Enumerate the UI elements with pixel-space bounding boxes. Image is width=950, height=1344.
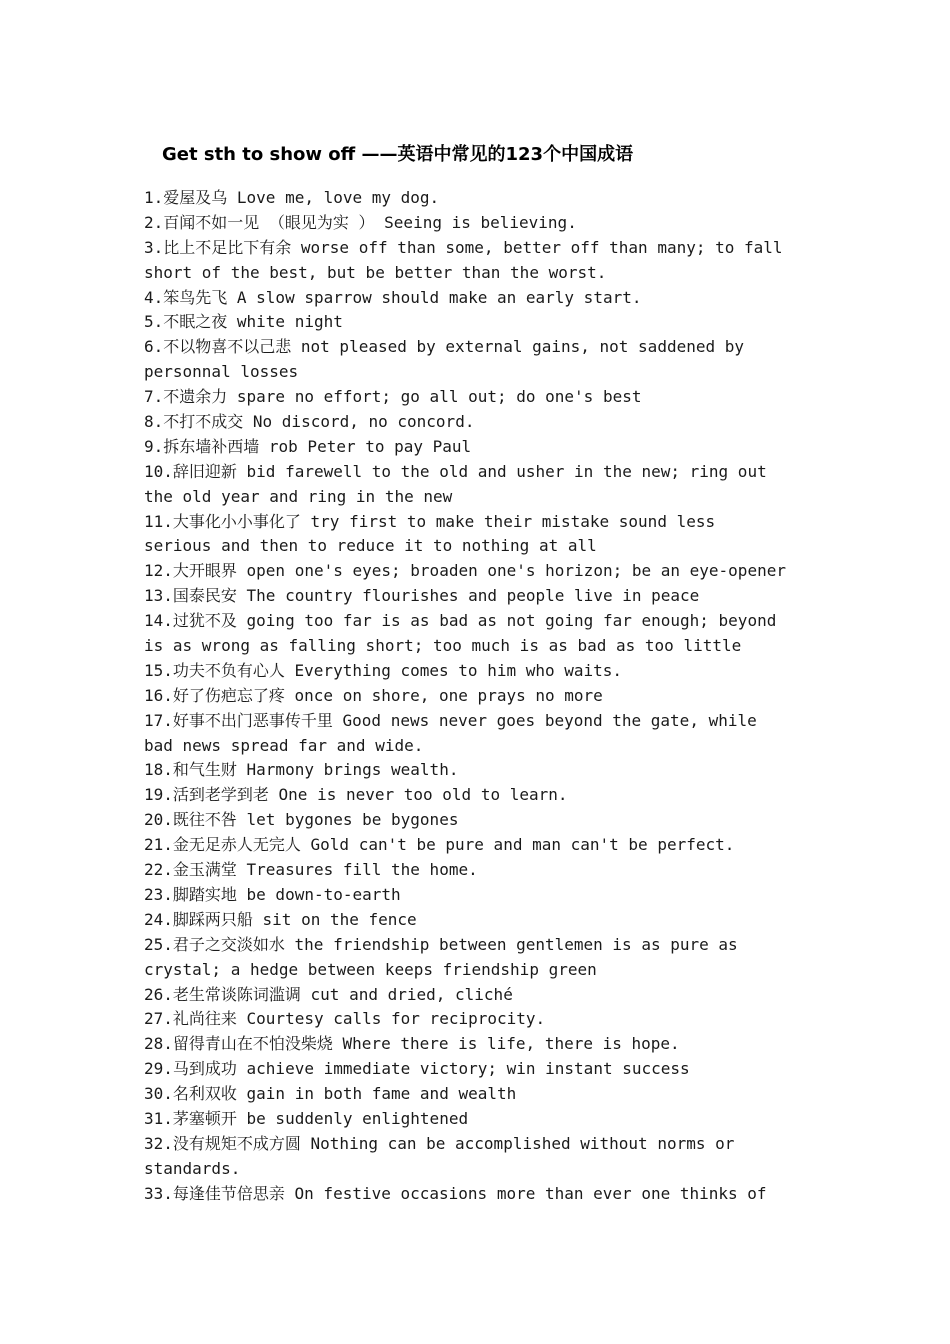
idiom-line: 22.金玉满堂 Treasures fill the home. <box>144 860 478 880</box>
idiom-line: is as wrong as falling short; too much is as bad as too little <box>144 636 742 656</box>
idiom-line: 24.脚踩两只船 sit on the fence <box>144 909 417 929</box>
idiom-line: 12.大开眼界 open one's eyes; broaden one's horizon; be an eye-opener <box>144 561 786 581</box>
idiom-line: 13.国泰民安 The country flourishes and people live in peace <box>144 586 700 606</box>
idiom-line: 20.既往不咎 let bygones be bygones <box>144 810 459 830</box>
idiom-line: 30.名利双收 gain in both fame and wealth <box>144 1084 517 1104</box>
idiom-line: 32.没有规矩不成方圆 Nothing can be accomplished without norms or <box>144 1133 735 1153</box>
idiom-line: short of the best, but be better than the worst. <box>144 262 607 282</box>
idiom-line: 4.笨鸟先飞 A slow sparrow should make an early start. <box>144 287 642 307</box>
idiom-line: 29.马到成功 achieve immediate victory; win instant success <box>144 1059 690 1079</box>
idiom-line: bad news spread far and wide. <box>144 735 424 755</box>
idiom-line: 28.留得青山在不怕没柴烧 Where there is life, there is hope. <box>144 1034 680 1054</box>
idiom-line: crystal; a hedge between keeps friendship green <box>144 959 597 979</box>
idiom-line: 16.好了伤疤忘了疼 once on shore, one prays no more <box>144 685 603 705</box>
idiom-line: 21.金无足赤人无完人 Gold can't be pure and man can't be perfect. <box>144 835 735 855</box>
idiom-line: 18.和气生财 Harmony brings wealth. <box>144 760 459 780</box>
idiom-line: personnal losses <box>144 362 299 382</box>
idiom-line: 31.茅塞顿开 be suddenly enlightened <box>144 1108 469 1128</box>
idiom-line: 23.脚踏实地 be down-to-earth <box>144 884 401 904</box>
idiom-line: 3.比上不足比下有余 worse off than some, better off than many; to fall <box>144 237 783 257</box>
idiom-line: 27.礼尚往来 Courtesy calls for reciprocity. <box>144 1009 546 1029</box>
idiom-line: 2.百闻不如一见 （眼见为实 ） Seeing is believing. <box>144 212 577 232</box>
idiom-line: 11.大事化小小事化了 try first to make their mistake sound less <box>144 511 716 531</box>
idiom-line: the old year and ring in the new <box>144 486 453 506</box>
idiom-line: 33.每逢佳节倍思亲 On festive occasions more than ever one thinks of <box>144 1183 767 1203</box>
idiom-line: 1.爱屋及乌 Love me, love my dog. <box>144 188 440 207</box>
idiom-line: 19.活到老学到老 One is never too old to learn. <box>144 785 568 805</box>
idiom-line: 17.好事不出门恶事传千里 Good news never goes beyond the gate, while <box>144 710 757 730</box>
idiom-list <box>144 186 816 1207</box>
idiom-line: 26.老生常谈陈词滥调 cut and dried, cliché <box>144 984 513 1004</box>
idiom-line: 14.过犹不及 going too far is as bad as not going far enough; beyond <box>144 611 777 631</box>
idiom-line: 15.功夫不负有心人 Everything comes to him who waits. <box>144 660 623 680</box>
idiom-line: 10.辞旧迎新 bid farewell to the old and usher in the new; ring out <box>144 461 767 481</box>
idiom-line: 7.不遗余力 spare no effort; go all out; do one's best <box>144 387 642 407</box>
document-title: Get sth to show off ——英语中常见的123个中国成语 <box>162 144 634 165</box>
idiom-line: 5.不眠之夜 white night <box>144 312 343 332</box>
idiom-line: 25.君子之交淡如水 the friendship between gentlemen is as pure as <box>144 934 738 954</box>
idiom-line: standards. <box>144 1158 241 1178</box>
idiom-line: serious and then to reduce it to nothing at all <box>144 536 597 556</box>
idiom-line: 8.不打不成交 No discord, no concord. <box>144 412 475 432</box>
idiom-line: 6.不以物喜不以己悲 not pleased by external gains, not saddened by <box>144 337 745 357</box>
idiom-line: 9.拆东墙补西墙 rob Peter to pay Paul <box>144 436 472 456</box>
